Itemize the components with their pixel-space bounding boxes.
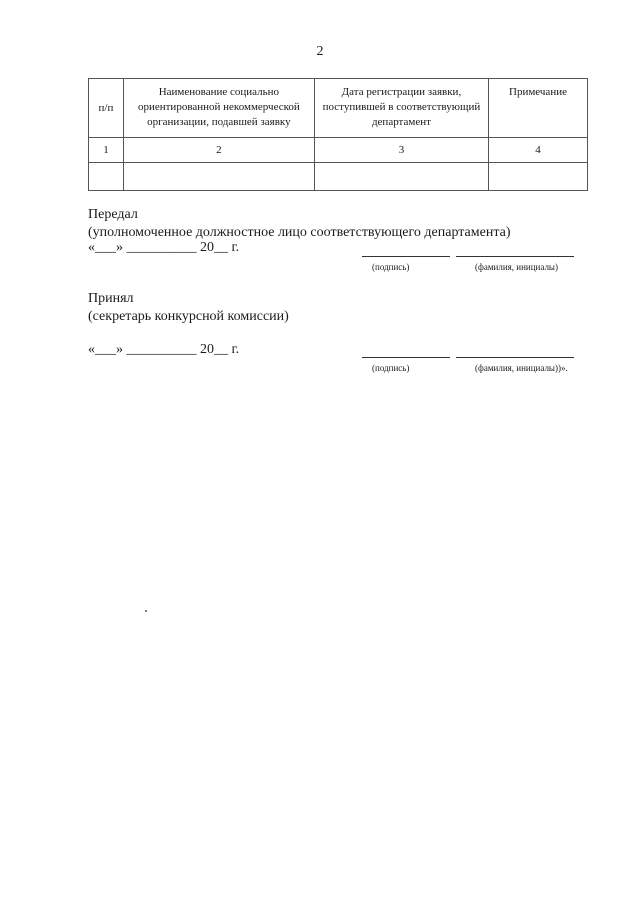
stray-dot-mark — [145, 610, 147, 612]
receive-signature-caption: (подпись) — [372, 363, 410, 373]
transfer-signature-caption: (подпись) — [372, 262, 410, 272]
page-number: 2 — [316, 44, 324, 59]
receive-date: «___» __________ 20__ г. — [88, 342, 240, 357]
transfer-role: (уполномоченное должностное лицо соответствующего департамента) — [88, 225, 511, 240]
table-header-row — [89, 79, 588, 138]
table-row — [89, 163, 588, 191]
registration-table — [88, 78, 588, 191]
header-row-number: п/п — [89, 79, 124, 138]
receive-name-caption: (фамилия, инициалы))». — [475, 363, 568, 373]
transfer-name-caption: (фамилия, инициалы) — [475, 262, 558, 272]
table-cell: 4 — [488, 138, 587, 163]
header-note: Примечание — [488, 79, 587, 138]
table-cell — [89, 163, 124, 191]
table-number-row — [89, 138, 588, 163]
receive-signature-line — [362, 357, 450, 358]
receive-label: Принял — [88, 291, 134, 306]
header-organization-name: Наименование социально ориентированной некоммерческой организации, подавшей заявку — [123, 79, 314, 138]
transfer-date: «___» __________ 20__ г. — [88, 240, 240, 255]
table-cell — [488, 163, 587, 191]
table-cell: 1 — [89, 138, 124, 163]
receive-name-line — [456, 357, 574, 358]
table-cell: 2 — [123, 138, 314, 163]
table-cell: 3 — [314, 138, 488, 163]
transfer-signature-line — [362, 256, 450, 257]
transfer-name-line — [456, 256, 574, 257]
receive-role: (секретарь конкурсной комиссии) — [88, 309, 289, 324]
transfer-label: Передал — [88, 207, 138, 222]
header-registration-date: Дата регистрации заявки, поступившей в соответствующий департамент — [314, 79, 488, 138]
table-cell — [123, 163, 314, 191]
table-cell — [314, 163, 488, 191]
